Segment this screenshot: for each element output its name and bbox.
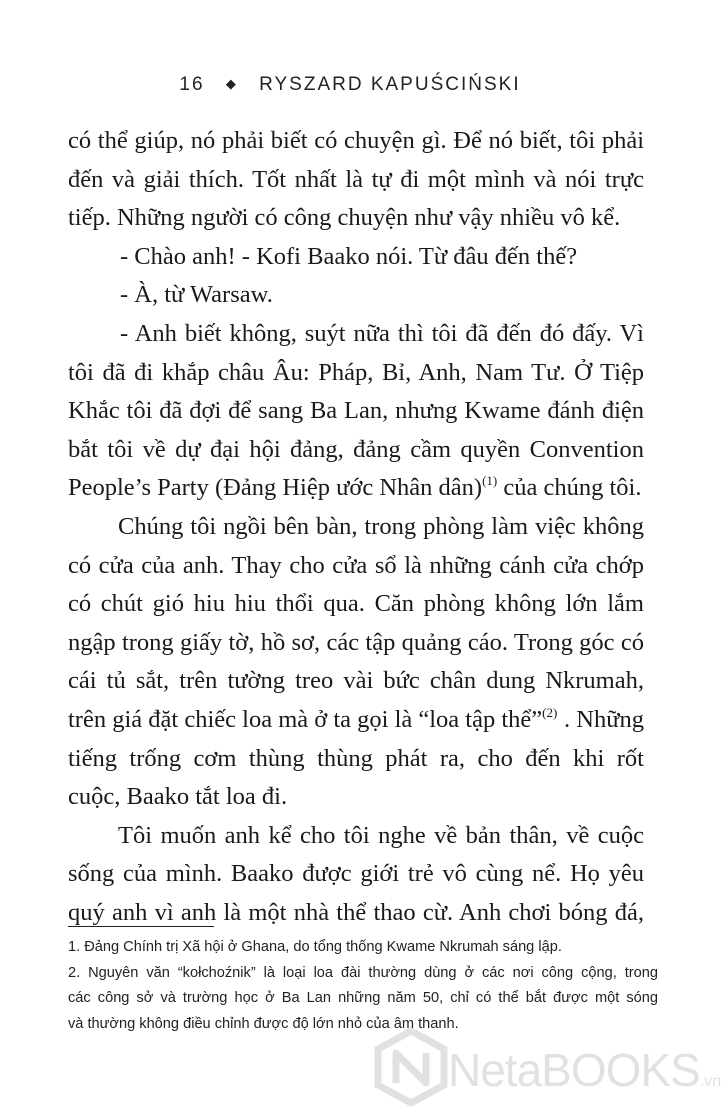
text-line: cái tủ sắt, trên tường treo vài bức chân dung Nkrumah, xyxy=(68,667,644,695)
text-line: Khắc tôi đã đợi để sang Ba Lan, nhưng Kwame đánh điện xyxy=(68,397,644,425)
running-header xyxy=(0,74,700,96)
text-line: ngập trong giấy tờ, hồ sơ, các tập quảng cáo. Trong góc có xyxy=(68,628,644,656)
watermark-suffix: .vn xyxy=(699,1073,721,1090)
text-line: quý anh vì anh là một nhà thể thao cừ. Anh chơi bóng đá, xyxy=(68,898,644,926)
footnote-1: 1. Đảng Chính trị Xã hội ở Ghana, do tổng thống Kwame Nkrumah sáng lập. xyxy=(68,939,562,955)
text-line: tiếp. Những người có công chuyện như vậy nhiều vô kể. xyxy=(68,204,621,232)
text-line: đến và giải thích. Tốt nhất là tự đi một mình và nói trực xyxy=(68,165,644,193)
dialogue-line: - Chào anh! - Kofi Baako nói. Từ đâu đến thế? xyxy=(120,242,578,270)
watermark-brand: NetaBOOKS xyxy=(448,1044,700,1096)
text-line: cuộc, Baako tắt loa đi. xyxy=(68,783,288,811)
text-span: People’s Party (Đảng Hiệp ước Nhân dân) xyxy=(68,474,483,502)
text-span: trên giá đặt chiếc loa mà ở ta gọi là “loa tập thể” xyxy=(68,705,543,733)
footnote-2-line: 2. Nguyên văn “kołchoźnik” là loại loa đài thường dùng ở các nơi công cộng, trong xyxy=(68,964,658,981)
author-name: RYSZARD KAPUŚCIŃSKI xyxy=(259,74,521,95)
text-line: tiếng trống cơm thùng thùng phát ra, cho đến khi rốt xyxy=(68,744,644,772)
text-line: sống của mình. Baako được giới trẻ vô cùng nể. Họ yêu xyxy=(68,860,644,888)
netabooks-logo-icon xyxy=(372,1027,450,1107)
page-body xyxy=(68,122,644,932)
page-number: 16 xyxy=(179,74,205,95)
footnote-2-line: các công sở và trường học ở Ba Lan những năm 50, chỉ có thể bắt được một sóng xyxy=(68,990,658,1006)
text-span: của chúng tôi. xyxy=(497,474,642,502)
dialogue-line: - À, từ Warsaw. xyxy=(120,281,273,309)
text-line: có cửa của anh. Thay cho cửa sổ là những cánh cửa chớp xyxy=(68,551,644,579)
dialogue-line: - Anh biết không, suýt nữa thì tôi đã đến đó đấy. Vì xyxy=(120,319,644,347)
footnote-2-line: và thường không điều chỉnh được độ lớn nhỏ của âm thanh. xyxy=(68,1015,459,1032)
paragraph-first-line: Tôi muốn anh kể cho tôi nghe về bản thân, về cuộc xyxy=(118,821,644,849)
text-line: bắt tôi về dự đại hội đảng, đảng cầm quyền Convention xyxy=(68,435,644,463)
text-line: có chút gió hiu hiu thổi qua. Căn phòng không lớn lắm xyxy=(68,590,644,618)
text-span xyxy=(68,701,557,740)
text-line xyxy=(68,469,644,508)
netabooks-watermark xyxy=(372,1027,721,1107)
text-line xyxy=(68,701,644,740)
text-line: tôi đã đi khắp châu Âu: Pháp, Bỉ, Anh, Nam Tư. Ở Tiệp xyxy=(68,358,644,386)
text-span: . Những xyxy=(564,705,644,733)
footnote-divider xyxy=(68,926,214,927)
footnote-ref-1: (1) xyxy=(482,473,498,489)
paragraph-first-line: Chúng tôi ngồi bên bàn, trong phòng làm việc không xyxy=(118,512,644,540)
watermark-text xyxy=(448,1043,721,1097)
diamond-separator-icon: ◆ xyxy=(225,76,238,91)
footnote-ref-2: (2) xyxy=(542,704,558,720)
footnotes xyxy=(68,935,658,1037)
text-line: có thể giúp, nó phải biết có chuyện gì. Để nó biết, tôi phải xyxy=(68,127,644,154)
